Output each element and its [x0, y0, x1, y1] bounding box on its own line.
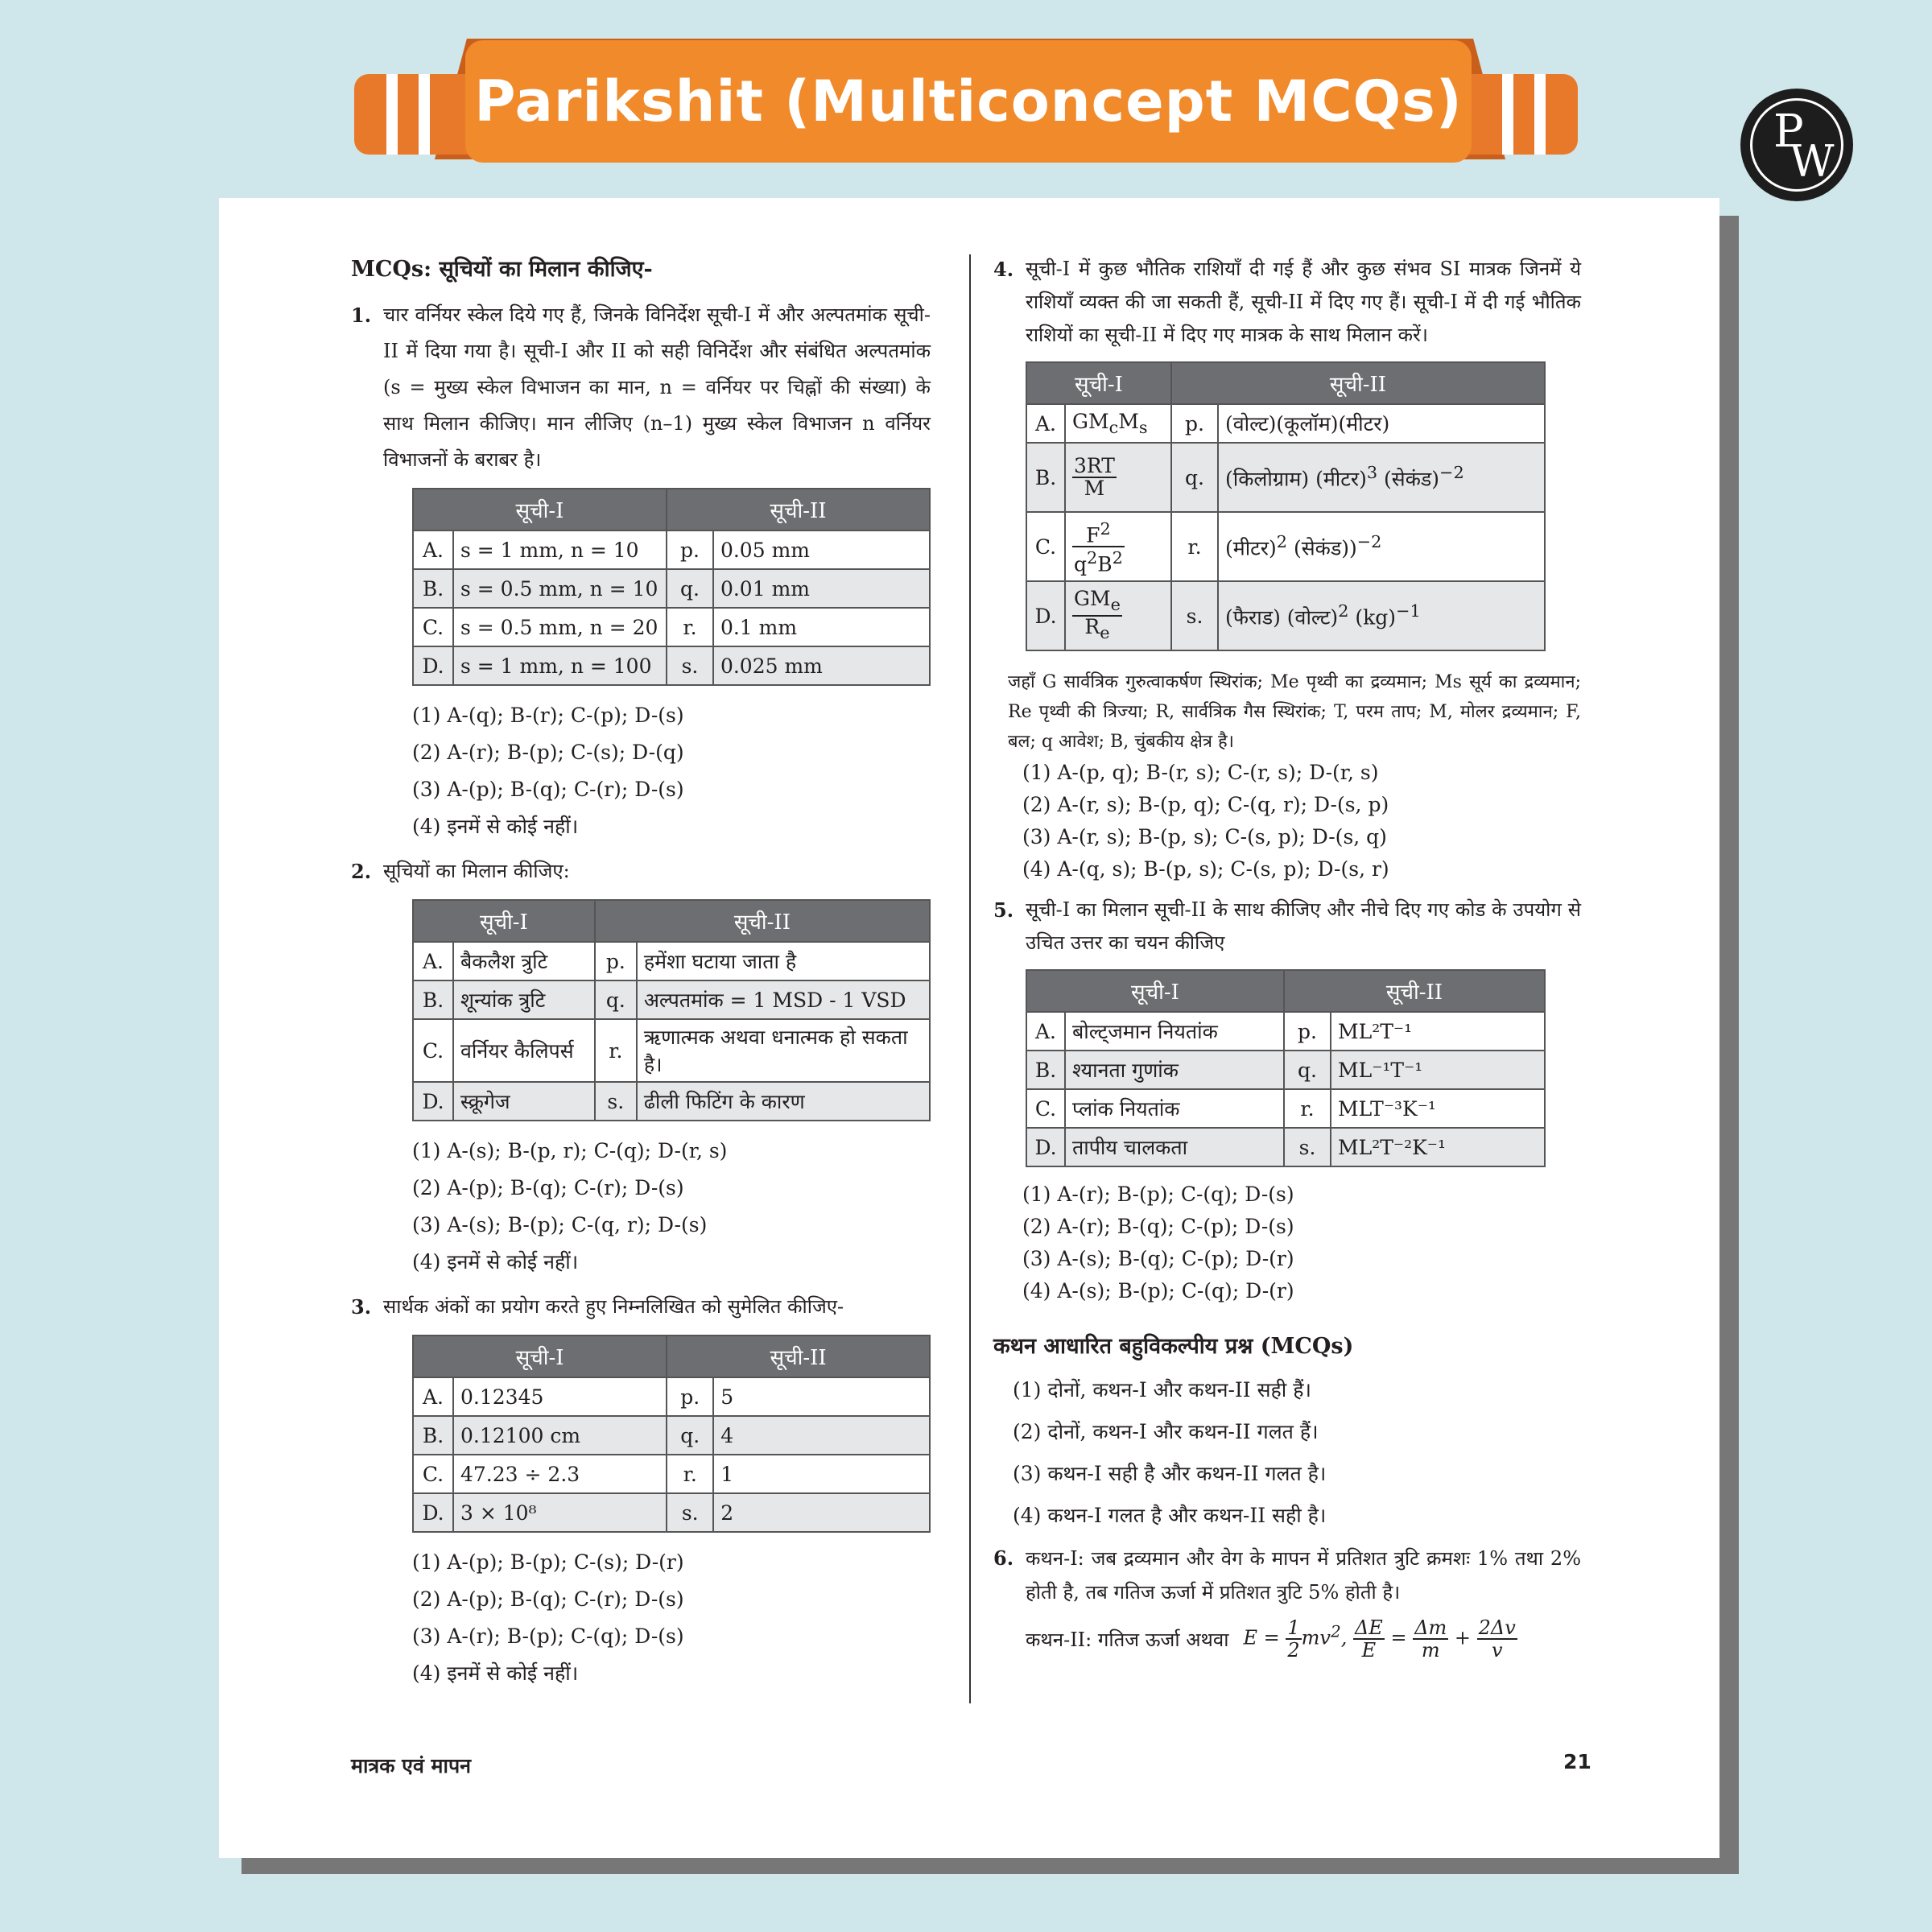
statement-2: कथन-II: गतिज ऊर्जा अथवा — [1026, 1628, 1229, 1651]
question-number: 4. — [993, 258, 1014, 281]
options-q2 — [412, 1133, 931, 1281]
match-table-q1 — [412, 488, 931, 686]
match-table-q3 — [412, 1335, 931, 1533]
table-row: B. शून्यांक त्रुटि q. अल्पतमांक = 1 MSD - 1 VSD — [413, 980, 930, 1019]
table-row: A. $GM_cM_s$ p. (वोल्ट)(कूलॉम)(मीटर) — [1026, 404, 1545, 443]
statement-section-heading: कथन आधारित बहुविकल्पीय प्रश्न (MCQs) — [993, 1334, 1354, 1359]
table-row: C. 47.23 ÷ 2.3 r. 1 — [413, 1455, 930, 1493]
logo-letter-w: W — [1790, 136, 1835, 187]
table-header: सूची-II — [1171, 362, 1545, 404]
question-5 — [993, 894, 1581, 960]
option: (1) A-(r); B-(p); C-(q); D-(s) — [1022, 1183, 1294, 1206]
table-row: D. स्क्रूगेज s. ढीली फिटिंग के कारण — [413, 1082, 930, 1121]
option: (1) A-(s); B-(p, r); C-(q); D-(r, s) — [412, 1139, 728, 1162]
table-row: B. 0.12100 cm q. 4 — [413, 1416, 930, 1455]
question-number: 1. — [351, 303, 372, 327]
question-4 — [993, 253, 1581, 352]
question-number: 5. — [993, 898, 1014, 922]
option: (3) A-(r); B-(p); C-(q); D-(s) — [412, 1624, 684, 1648]
column-divider — [969, 254, 971, 1703]
table-row: B. श्यानता गुणांक q. ML⁻¹T⁻¹ — [1026, 1051, 1545, 1089]
question-2 — [351, 853, 931, 890]
question-1 — [351, 297, 931, 478]
match-table-q5 — [1026, 969, 1546, 1167]
question-3 — [351, 1289, 931, 1325]
table-row: C. s = 0.5 mm, n = 20 r. 0.1 mm — [413, 608, 930, 646]
title-banner — [465, 40, 1472, 163]
table-header: सूची-I — [1026, 970, 1284, 1012]
table-row: C. $\frac{F^2}{q^2B^2}$ r. (मीटर)$^2$ (सेकंड))$^{-2}$ — [1026, 512, 1545, 581]
option: (1) A-(p); B-(p); C-(s); D-(r) — [412, 1550, 684, 1574]
table-header: सूची-I — [413, 489, 667, 530]
options-q3 — [412, 1544, 931, 1692]
option: (4) इनमें से कोई नहीं। — [412, 1662, 579, 1685]
logo-letter-p: P — [1773, 105, 1804, 158]
unit-m2-s-2: (मीटर)$^2$ (सेकंड))$^{-2}$ — [1218, 512, 1545, 581]
question-text: सार्थक अंकों का प्रयोग करते हुए निम्नलिखित को सुमेलित कीजिए- — [383, 1295, 844, 1318]
table-header: सूची-II — [667, 489, 930, 530]
expr-3rt-m: $\frac{3RT}{M}$ — [1065, 443, 1171, 512]
question-text: सूची-I का मिलान सूची-II के साथ कीजिए और नीचे दिए गए कोड के उपयोग से उचित उत्तर का चयन कीजिए — [1026, 898, 1581, 954]
statement-option: (1) दोनों, कथन-I और कथन-II सही हैं। — [1013, 1378, 1311, 1402]
option: (3) A-(p); B-(q); C-(r); D-(s) — [412, 778, 684, 801]
option: (1) A-(q); B-(r); C-(p); D-(s) — [412, 704, 684, 727]
footer-chapter: मात्रक एवं मापन — [351, 1754, 472, 1777]
table-row: C. वर्नियर कैलिपर्स r. ऋणात्मक अथवा धनात्मक हो सकता है। — [413, 1019, 930, 1082]
question-6 — [993, 1542, 1581, 1609]
unit-kg-m3-s-2: (किलोग्राम) (मीटर)$^3$ (सेकंड)$^{-2}$ — [1218, 443, 1545, 512]
pw-logo — [1740, 89, 1853, 201]
options-q5 — [1022, 1179, 1581, 1307]
table-header: सूची-I — [1026, 362, 1171, 404]
statement-option: (2) दोनों, कथन-I और कथन-II गलत हैं। — [1013, 1420, 1319, 1443]
expr-f2-q2b2: $\frac{F^2}{q^2B^2}$ — [1065, 512, 1171, 581]
question-number: 3. — [351, 1295, 372, 1319]
match-table-q2 — [412, 899, 931, 1121]
table-header: सूची-I — [413, 900, 595, 942]
statement-option: (4) कथन-I गलत है और कथन-II सही है। — [1013, 1504, 1327, 1527]
table-row: B. s = 0.5 mm, n = 10 q. 0.01 mm — [413, 569, 930, 608]
table-row: B. $\frac{3RT}{M}$ q. (किलोग्राम) (मीटर)$^3$ (सेकंड)$^{-2}$ — [1026, 443, 1545, 512]
table-row: C. प्लांक नियतांक r. MLT⁻³K⁻¹ — [1026, 1089, 1545, 1128]
option: (2) A-(r); B-(q); C-(p); D-(s) — [1022, 1215, 1294, 1238]
statement-2-row — [1026, 1617, 1581, 1661]
option: (2) A-(p); B-(q); C-(r); D-(s) — [412, 1176, 684, 1199]
option: (4) A-(q, s); B-(p, s); C-(s, p); D-(s, r) — [1022, 857, 1389, 881]
table-row: D. 3 × 10⁸ s. 2 — [413, 1493, 930, 1532]
table-header: सूची-II — [595, 900, 930, 942]
expr-gme-re: $\frac{GM_e}{R_e}$ — [1065, 581, 1171, 650]
question-text: चार वर्नियर स्केल दिये गए हैं, जिनके विनिर्देश सूची-I में और अल्पतमांक सूची-II में दिया गया है। सूची-I और II को सही विनिर्देश और संबंधित अल्पतमांक (s = मुख्य स्केल विभाजन का मान, n = वर्नियर पर चिह्नों की संख्या) के साथ मिलान कीजिए। मान लीजिए (n–1) मुख्य स्केल विभाजन n वर्नियर विभाजनों के बराबर है। — [383, 303, 931, 471]
match-table-q4 — [1026, 361, 1546, 651]
table-header: सूची-I — [413, 1335, 667, 1377]
table-row: D. s = 1 mm, n = 100 s. 0.025 mm — [413, 646, 930, 685]
right-column — [993, 253, 1581, 1661]
option: (1) A-(p, q); B-(r, s); C-(r, s); D-(r, s) — [1022, 761, 1379, 784]
page-number: 21 — [1563, 1750, 1591, 1773]
question-number: 6. — [993, 1546, 1014, 1570]
option: (4) इनमें से कोई नहीं। — [412, 1250, 579, 1274]
option: (2) A-(r, s); B-(p, q); C-(q, r); D-(s, p) — [1022, 793, 1389, 816]
formula: E = $\frac{1}{2}$ $mv^2$, $\frac{\Delta E}{E}$ = $\frac{\Delta m}{m}$ + $\frac{2\Delta v}{v}$ — [1243, 1616, 1516, 1662]
option: (2) A-(r); B-(p); C-(s); D-(q) — [412, 741, 684, 764]
option: (4) A-(s); B-(p); C-(q); D-(r) — [1022, 1279, 1294, 1302]
table-row: A. s = 1 mm, n = 10 p. 0.05 mm — [413, 530, 930, 569]
table-row: A. बोल्ट्जमान नियतांक p. ML²T⁻¹ — [1026, 1012, 1545, 1051]
option: (4) इनमें से कोई नहीं। — [412, 815, 579, 838]
banner-title: Parikshit (Multiconcept MCQs) — [474, 68, 1463, 134]
page — [219, 198, 1719, 1858]
banner-wing-left — [354, 74, 483, 155]
question-text: सूची-I में कुछ भौतिक राशियाँ दी गई हैं और कुछ संभव SI मात्रक जिनमें ये राशियाँ व्यक्त की जा सकती हैं, सूची-II में दिए गए हैं। सूची-I में दी गई भौतिक राशियों का सूची-II में दिए गए मात्रक के साथ मिलान करें। — [1026, 258, 1581, 346]
unit-f-v2-kg-1: (फैराड) (वोल्ट)$^2$ (kg)$^{-1}$ — [1218, 581, 1545, 650]
question-text: सूचियों का मिलान कीजिए: — [383, 860, 570, 882]
table-header: सूची-II — [1284, 970, 1545, 1012]
table-row: A. बैकलैश त्रुटि p. हमेंशा घटाया जाता है — [413, 942, 930, 980]
options-q1 — [412, 697, 931, 845]
options-q4 — [1022, 757, 1581, 886]
option: (3) A-(s); B-(q); C-(p); D-(r) — [1022, 1247, 1294, 1270]
statement-1: कथन-I: जब द्रव्यमान और वेग के मापन में प्रतिशत त्रुटि क्रमशः 1% तथा 2% होती है, तब गतिज ऊर्जा में प्रतिशत त्रुटि 5% होती है। — [1026, 1547, 1581, 1604]
table-row: D. तापीय चालकता s. ML²T⁻²K⁻¹ — [1026, 1128, 1545, 1166]
section-heading: MCQs: सूचियों का मिलान कीजिए- — [351, 257, 653, 282]
note-q4: जहाँ G सार्वत्रिक गुरुत्वाकर्षण स्थिरांक; Me पृथ्वी का द्रव्यमान; Ms सूर्य का द्रव्यमान; Re पृथ्वी की त्रिज्या; R, सार्वत्रिक गैस स्थिरांक; T, परम ताप; M, मोलर द्रव्यमान; F, बल; q आवेश; B, चुंबकीय क्षेत्र है। — [1008, 672, 1581, 752]
left-column — [351, 253, 931, 1692]
option: (3) A-(s); B-(p); C-(q, r); D-(s) — [412, 1213, 708, 1236]
option: (3) A-(r, s); B-(p, s); C-(s, p); D-(s, q) — [1022, 825, 1387, 848]
question-number: 2. — [351, 860, 372, 883]
table-row: D. $\frac{GM_e}{R_e}$ s. (फैराड) (वोल्ट)$^2$ (kg)$^{-1}$ — [1026, 581, 1545, 650]
expr-gmcms: $GM_cM_s$ — [1065, 404, 1171, 443]
option: (2) A-(p); B-(q); C-(r); D-(s) — [412, 1587, 684, 1611]
table-header: सूची-II — [667, 1335, 930, 1377]
table-row: A. 0.12345 p. 5 — [413, 1377, 930, 1416]
statement-option: (3) कथन-I सही है और कथन-II गलत है। — [1013, 1462, 1327, 1485]
